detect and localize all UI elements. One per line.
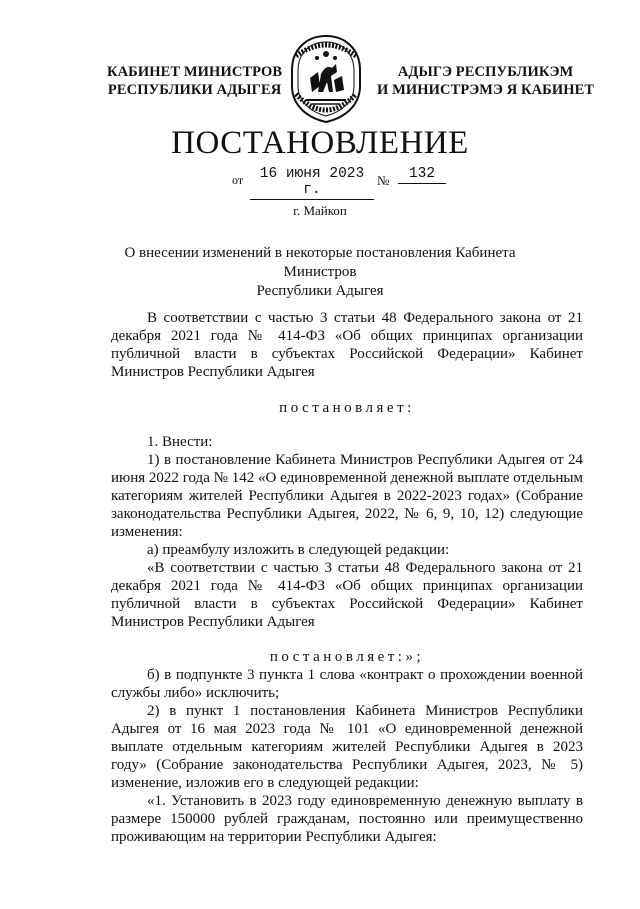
paragraph-1-1a: а) преамбулу изложить в следующей редакции:: [147, 542, 450, 558]
coat-of-arms-icon: [288, 34, 364, 124]
subject-line2: Республики Адыгея: [256, 283, 384, 299]
header-left: [107, 63, 282, 99]
document-title: ПОСТАНОВЛЕНИЕ: [171, 125, 469, 161]
header-right: [377, 63, 594, 99]
header-right-line1: АДЫГЭ РЕСПУБЛИКЭМ: [397, 64, 574, 80]
number-label: №: [377, 173, 390, 188]
preamble: В соответствии с частью 3 статьи 48 Федерального закона от 21 декабря 2021 года № 414-ФЗ «Об общих принципах организации публичной власти в субъектах Российской Федерации» Кабинет Министров Республики Адыгея: [111, 310, 583, 380]
decides-quote: постановляет:»;: [269, 649, 425, 665]
paragraph-1-2: 2) в пункт 1 постановления Кабинета Министров Республики Адыгея от 16 мая 2023 года № 101 «О единовременной денежной выплате отдельным категориям жителей Республики Адыгея в 2023 году» (Собрание законодательства Республики Адыгея, 2023, № 5) изменение, изложив его в следующей редакции:: [111, 703, 583, 791]
paragraph-1-1: 1) в постановление Кабинета Министров Республики Адыгея от 24 июня 2022 года № 142 «О единовременной денежной выплате отдельным категориям жителей Республики Адыгея в 2022-2023 годах» (Собрание законодательства Республики Адыгея, 2022, № 6, 9, 10, 12) следующие изменения:: [111, 452, 583, 540]
header-left-line1: КАБИНЕТ МИНИСТРОВ: [107, 64, 283, 80]
city: г. Майкоп: [293, 203, 347, 218]
paragraph-1-1b: б) в подпункте 3 пункта 1 слова «контракт о прохождении военной службы либо» исключить;: [111, 667, 583, 701]
paragraph-1-2-quote: «1. Установить в 2023 году единовременную денежную выплату в размере 150000 рублей гражданам, постоянно или преимущественно проживающим на территории Республики Адыгея:: [111, 793, 583, 845]
document-body: [111, 309, 583, 846]
number-value: 132: [398, 166, 446, 184]
paragraph-1-1a-quote: «В соответствии с частью 3 статьи 48 Федерального закона от 21 декабря 2021 года № 414-ФЗ «Об общих принципах организации публичной власти в субъектах Российской Федерации» Кабинет Министров Республики Адыгея: [111, 560, 583, 630]
subject-line1: О внесении изменений в некоторые постановления Кабинета Министров: [124, 245, 516, 280]
date-label: от: [232, 173, 244, 187]
header-left-line2: РЕСПУБЛИКИ АДЫГЕЯ: [107, 82, 282, 98]
subject: [100, 244, 540, 301]
date-value: 16 июня 2023 г.: [250, 166, 374, 200]
decides: постановляет:: [279, 400, 415, 416]
date-number-line: [232, 165, 452, 198]
paragraph-1: 1. Внести:: [147, 434, 213, 450]
header-right-line2: И МИНИСТРЭМЭ Я КАБИНЕТ: [377, 82, 595, 98]
